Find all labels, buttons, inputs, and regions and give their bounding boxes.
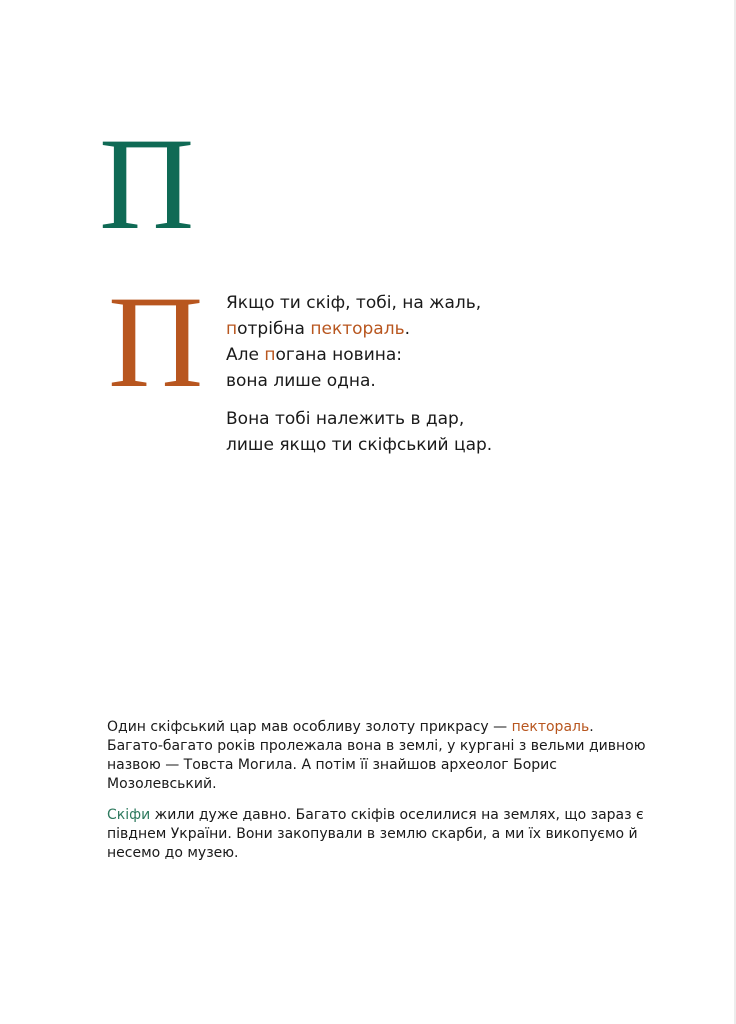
poem-text: . [404,319,411,339]
highlighted-word: пектораль [310,319,405,339]
highlighted-word: пектораль [511,719,590,735]
poem-stanza-2 [226,406,492,458]
poem-line [226,316,492,342]
prose-text: . Багато-багато років пролежала вона в землі, у кургані з вельми дивною назвою — Товста Могила. А потім її знайшов археолог Борис Мозолевський. [107,719,646,792]
poem-line: Якщо ти скіф, тобі, на жаль, [226,293,482,313]
poem-line: лише якщо ти скіфський цар. [226,435,493,455]
poem [226,290,492,470]
poem-line [226,342,492,368]
poem-text: Але [226,345,265,365]
prose-block [107,718,647,875]
poem-line: Вона тобі належить в дар, [226,409,465,429]
prose-paragraph-1 [107,718,647,794]
orange-drop-letter: П [108,268,204,415]
poem-line: вона лише одна. [226,371,376,391]
green-drop-letter: П [99,110,195,257]
highlighted-letter: п [264,345,276,365]
poem-stanza-1 [226,290,492,394]
poem-text: отрібна [237,319,311,339]
poem-text: огана новина: [275,345,403,365]
highlighted-letter: п [226,319,238,339]
prose-text: жили дуже давно. Багато скіфів оселилися на землях, що зараз є півднем України. Вони закопували в землю скарби, а ми їх викопуємо й несемо до музею. [107,807,644,861]
highlighted-word: Скіфи [107,807,151,823]
prose-text: Один скіфський цар мав особливу золоту прикрасу — [107,719,512,735]
prose-paragraph-2 [107,806,647,863]
